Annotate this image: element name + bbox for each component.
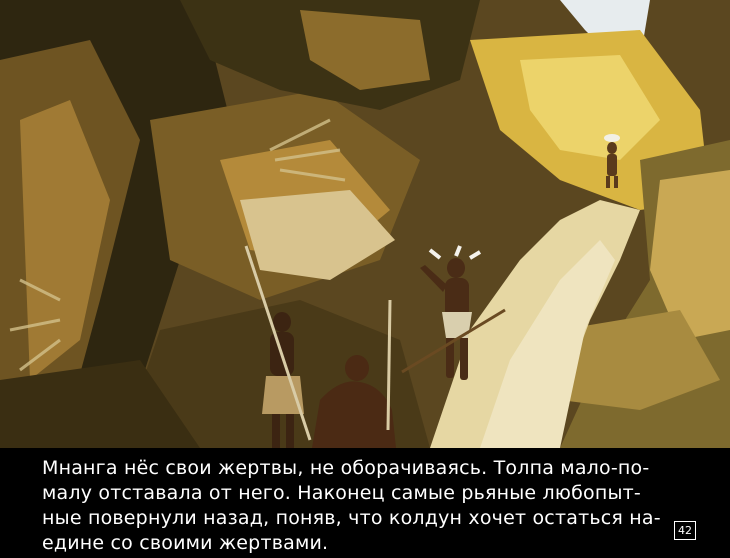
caption-line: Мнанга нёс свои жертвы, не оборачиваясь. Толпа мало-по- — [42, 457, 650, 479]
caption-line: едине со своими жертвами. — [42, 532, 329, 554]
caption-panel — [0, 448, 730, 558]
caption-text — [42, 456, 694, 556]
frame-number: 42 — [674, 521, 696, 540]
caption-line: малу отставала от него. Наконец самые рьяные любопыт- — [42, 482, 641, 504]
caption-line: ные повернули назад, поняв, что колдун хочет остаться на- — [42, 507, 661, 529]
